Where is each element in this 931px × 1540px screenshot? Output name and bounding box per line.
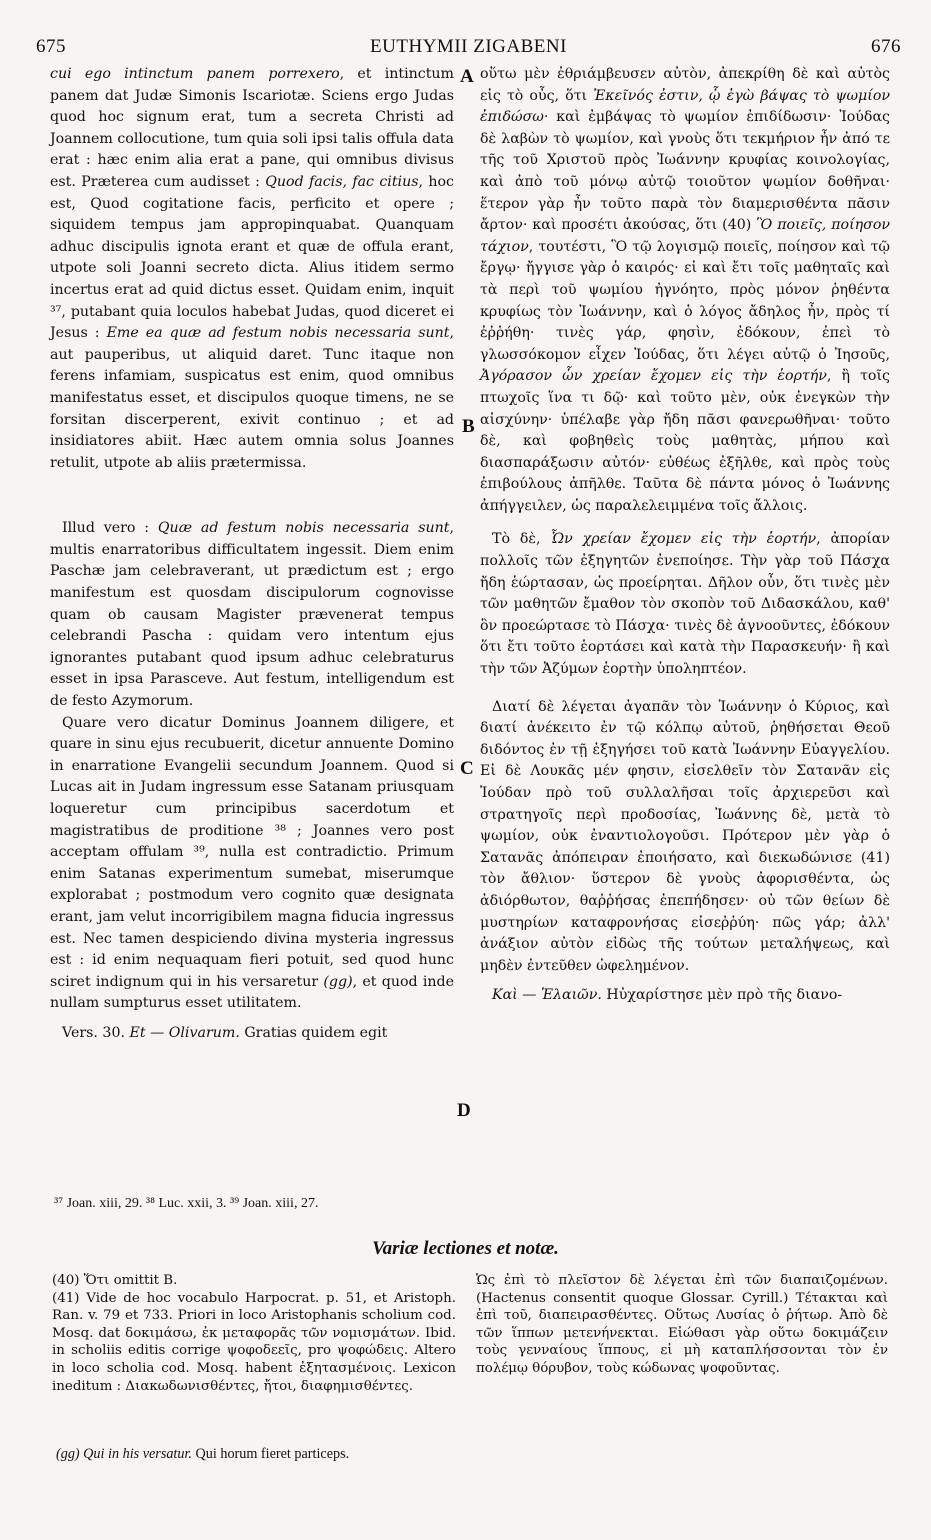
- margin-letter-d: D: [457, 1100, 471, 1121]
- greek-text: οὕτω μὲν ἐθριάμβευσεν αὐτὸν, ἀπεκρίθη δὲ καὶ αὐτὸς εἰς τὸ οὖς, ὅτι: [480, 66, 890, 104]
- running-header: [36, 36, 901, 58]
- margin-letter-b: B: [462, 416, 475, 437]
- latin-text: , hoc est, Quod cogitatione facis, perficito et opere ; siquidem tempus jam appropinquabat. Quanquam adhuc discipulis ignota erant et quæ de offula erant, utpote soli Joanni secreto dicta. Alius itidem sermo incertus erat ad quid dictus esset. Quidam enim, inquit ³⁷, putabant quia loculos habebat Judas, quod diceret ei Jesus :: [50, 173, 455, 342]
- greek-quote: Καὶ — Ἐλαιῶν.: [492, 987, 602, 1004]
- latin-paragraph-1: [50, 64, 454, 474]
- verse-ref: Vers. 30.: [62, 1024, 130, 1041]
- notes-right-column: [476, 1272, 888, 1378]
- latin-paragraph-4: [50, 1023, 454, 1045]
- latin-quote: Quæ ad festum nobis necessaria sunt: [157, 520, 450, 537]
- note-41: (41) Vide de hoc vocabulo Harpocrat. p. 51, et Aristoph. Ran. v. 79 et 733. Priori in loco Aristophanis scholium cod. Mosq. dat δοκιμάσω, ἐκ μεταφορᾶς τῶν νομισμάτων. Ibid. in scholiis editis corrige ψοφοδεεῖς, pro ψοφώδεις. Altero in loco scholia cod. Mosq. habent ἐξητασμένοις. Lexicon ineditum : Διακωδωνισθέντες, ἤτοι, διαφημισθέντες.: [52, 1290, 456, 1394]
- greek-paragraph-3: Διατί δὲ λέγεται ἀγαπᾶν τὸν Ἰωάννην ὁ Κύριος, καὶ διατί ἀνέκειτο ἐν τῷ κόλπῳ αὐτοῦ, ῥηθήσεται Θεοῦ διδόντος ἐν τῇ ἐξηγήσει τοῦ κατὰ Ἰωάννην Εὐαγγελίου. Εἰ δὲ Λουκᾶς μέν φησιν, εἰσελθεῖν τὸν Σατανᾶν εἰς Ἰούδαν πρὸ τοῦ συλλαλῆσαι τοῖς ἀρχιερεῦσι καὶ στρατηγοῖς περὶ προδοσίας, Ἰωάννης δὲ, μετὰ τὸ ψωμίον, οὐκ ἐναντιολογοῦσι. Πρότερον μὲν γὰρ ὁ Σατανᾶς ἀπόπειραν ἐποιήσατο, καὶ διεκωδώνισε (41) τὸν ἄθλιον· ὕστερον δὲ γνοὺς ἀφορισθέντα, ὡς ἀδιόρθωτον, θαῤῥήσας ἐπεπήδησεν· οὐ τῶν θείων δὲ μυστηρίων καταφρονήσας εἰσεῤῥύη· πῶς γάρ; ἀλλ' ἀνάξιον αὐτὸν εἰδὼς τῆς τούτων μεταλήψεως, καὶ μηδὲν ἐντεῦθεν ὠφελημένον.: [480, 698, 890, 974]
- margin-letter-a: A: [460, 66, 474, 87]
- latin-text: Gratias quidem egit: [239, 1024, 388, 1041]
- latin-text: , et intinctum panem dat Judæ Simonis Iscariotæ. Sciens ergo Judas quod hoc signum erat, tum a secreta Christi ad Joannem collocutione, tum quia soli ipsi talis offula data erat : hæc enim alia erat a pane, qui omnibus divisus est. Præterea cum audisset :: [50, 66, 454, 190]
- greek-paragraph-4: [480, 985, 890, 1007]
- latin-text: , aut pauperibus, ut aliquid daret. Tunc itaque non ferens infamiam, suspicatus est enim, quod omnibus manifestatus esset, et discipulos quoque timens, ne se forsitan discerperent, exivit continuo ; et ad insidiatores abiit. Hæc autem omnia solus Joannes retulit, utpote ab aliis prætermissa.: [50, 325, 454, 471]
- latin-text: , multis enarratoribus difficultatem ingessit. Diem enim Paschæ jam celebraverant, ut prædictum est ; ergo manifestum est quosdam discipulorum cognovisse quam ob causam Magister prævenerat tempus celebrandi Pascha : quidam vero intentum ejus ignorantes putabant quod ipsum adhuc celebraturus esset in ipsa Parasceve. Aut festum, intelligendum est de festo Azymorum.: [50, 520, 454, 710]
- greek-text: Τὸ δὲ,: [492, 531, 551, 548]
- latin-quote: Et — Olivarum.: [129, 1024, 240, 1041]
- margin-letter-c: C: [460, 758, 474, 779]
- page-number-left: 675: [36, 36, 66, 57]
- notes-section-title: Variæ lectiones et notæ.: [372, 1238, 559, 1259]
- latin-paragraph-2: [50, 518, 454, 712]
- note-gg-label: (gg) Qui in his versatur.: [56, 1446, 192, 1462]
- latin-quote: Eme ea quæ ad festum nobis necessaria sunt: [106, 325, 450, 342]
- greek-text: , τουτέστι, Ὃ τῷ λογισμῷ ποιεῖς, ποίησον καὶ τῷ ἔργῳ· ἤγγισε γὰρ ὁ καιρός· εἰ καὶ ἔτι τοῖς μαθηταῖς καὶ τὰ περὶ τοῦ ψωμίου ἠγνόητο, πρὸς μόνον ῥηθέντα κρυφίως τὸν Ἰωάννην, καὶ ὁ λόγος ἄδηλος ἦν, πρὸς τί ἐῤῥήθη· τινὲς γάρ, φησὶν, ἐδόκουν, ἐπεὶ τὸ γλωσσόκομον εἶχεν Ἰούδας, ὅτι λέγει αὐτῷ ὁ Ἰησοῦς,: [480, 238, 890, 363]
- latin-paragraph-3: [50, 713, 454, 1015]
- latin-text: Illud vero :: [62, 520, 158, 537]
- latin-note-ref: (gg): [323, 973, 353, 990]
- greek-quote: Ἀγόρασον ὧν χρείαν ἔχομεν εἰς τὴν ἑορτήν: [480, 368, 827, 385]
- latin-text: Quare vero dicatur Dominus Joannem diligere, et quare in sinu ejus recubuerit, dicetur annuente Domino in enarratione Evangelii secundum Joannem. Quod si Lucas ait in Judam ingressum esse Satanam priusquam loqueretur cum principibus sacerdotum et magistratibus de proditione ³⁸ ; Joannes vero post acceptam offulam ³⁹, nulla est contradictio. Primum enim Satanas experimentum sumebat, miserumque explorabat ; postmodum vero cognito quæ designata erant, jam velut incorrigibilem magna fiducia ingressus est. Nec tamen despiciendo divina mysteria ingressus est : id enim nequaquam fieri potuit, sed quod hunc sciret indignum qui in his versaretur: [50, 714, 454, 990]
- greek-text: Ηὐχαρίστησε μὲν πρὸ τῆς διανο-: [601, 987, 843, 1004]
- running-title: EUTHYMII ZIGABENI: [370, 36, 567, 57]
- greek-paragraph-1: [480, 64, 890, 517]
- footnote-references: ³⁷ Joan. xiii, 29. ³⁸ Luc. xxii, 3. ³⁹ Joan. xiii, 27.: [54, 1196, 319, 1211]
- greek-paragraph-2: [480, 529, 890, 680]
- greek-quote: Ἐκεῖνός ἐστιν, ᾧ ἐγὼ βάψας τὸ ψωμίον ἐπιδώσω·: [480, 87, 890, 126]
- note-gg: [56, 1446, 349, 1463]
- latin-quote: cui ego intinctum panem porrexero: [50, 66, 340, 82]
- note-40: (40) Ὅτι omittit B.: [52, 1273, 178, 1288]
- greek-quote: Ὧν χρείαν ἔχομεν εἰς τὴν ἑορτήν: [550, 531, 817, 548]
- notes-left-column: [52, 1272, 456, 1395]
- latin-quote: Quod facis, fac citius: [265, 173, 419, 190]
- note-gg-text: Qui horum fieret particeps.: [191, 1446, 350, 1462]
- greek-column: [480, 64, 890, 1007]
- page-number-right: 676: [871, 36, 901, 57]
- greek-quote: Ὃ ποιεῖς, ποίησον τάχιον: [480, 217, 890, 255]
- greek-text: , ἀπορίαν πολλοῖς τῶν ἐξηγητῶν ἐνεποίησε. Τὴν γὰρ τοῦ Πάσχα ἤδη ἑώρτασαν, ὡς προείρηται. Δῆλον οὖν, ὅτι τινὲς μὲν τῶν μαθητῶν ἔμαθον τὸν σκοπὸν τοῦ Διδασκάλου, καθ' ὃν προεώρτασε τὸ Πάσχα· τινὲς δὲ ἀγνοοῦντες, ἐδόκουν ὅτι ἔτι τοῦτο ἑορτάσει καὶ κατὰ τὴν Παρασκευήν· ἢ καὶ τὴν τῶν Ἀζύμων ἑορτὴν ὑποληπτέον.: [480, 531, 891, 678]
- latin-column: [50, 64, 454, 1045]
- latin-text: , et quod inde nullam sumpturus esset utilitatem.: [50, 973, 454, 1012]
- greek-text: , ἢ τοῖς πτωχοῖς ἵνα τι δῷ· καὶ τοῦτο μὲν, οὐκ ἐνεγκὼν τὴν αἰσχύνην· ὑπέλαβε γὰρ ἤδη πᾶσι φανερωθῆναι· τοῦτο δὲ, καὶ φοβηθεὶς τοὺς μαθητὰς, μήπου καὶ διασπαράξωσιν αὐτόν· εὐθέως ἐξῆλθε, καὶ πρὸς τοὺς ἐπιβούλους ἀπῆλθε. Ταῦτα δὲ πάντα μόνος ὁ Ἰωάννης ἀπήγγειλεν, ὡς παραλελειμμένα τοῖς ἄλλοις.: [480, 368, 890, 514]
- note-41-continued: Ὡς ἐπὶ τὸ πλεῖστον δὲ λέγεται ἐπὶ τῶν διαπαιζομένων. (Hactenus consentit quoque Glossar. Cyrill.) Τέτακται καὶ ἐπὶ τοῦ, διαπειρασθέντες. Οὕτως Λυσίας ὁ ῥήτωρ. Ἀπὸ δὲ τῶν ἵππων μετενήνεκται. Εἰώθασι γὰρ οὕτω δοκιμάζειν τοὺς γενναίους ἵππους, εἰ μὴ καταπλήσσονται τὸν ἐν πολέμῳ θόρυβον, τοὺς κώδωνας ψοφοῦντας.: [476, 1273, 888, 1376]
- greek-text: καὶ ἐμβάψας τὸ ψωμίον ἐπιδίδωσιν· Ἰούδας δὲ λαβὼν τὸ ψωμίον, καὶ γνοὺς ὅτι τεκμήριον ἦν ἀπό τε τῆς τοῦ Χριστοῦ πρὸς Ἰωάννην κρυφίας κοινολογίας, καὶ ἀπὸ τοῦ μόνῳ αὐτῷ τοιοῦτον ψωμίον δοθῆναι· ἕτερον γὰρ ἦν τοῦτο παρὰ τὸν διαμερισθέντα πᾶσιν ἄρτον· καὶ προσέτι ἀκούσας, ὅτι (40): [480, 109, 890, 234]
